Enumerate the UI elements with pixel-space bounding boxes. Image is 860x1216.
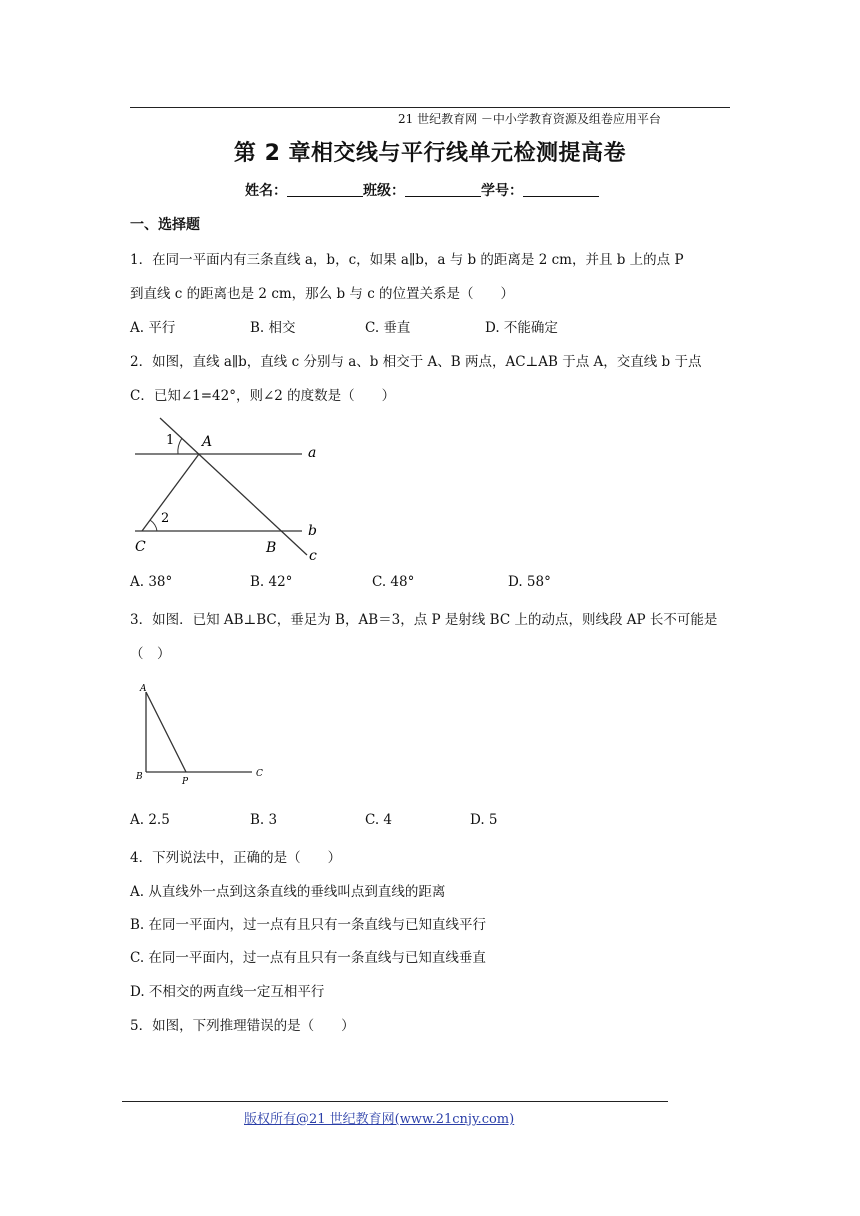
q2-label-b: b [308,523,317,539]
q1-option-b[interactable]: B. 相交 [250,320,296,336]
q4-option-a[interactable]: A. 从直线外一点到这条直线的垂线叫点到直线的距离 [130,884,446,900]
q2-figure [130,410,330,565]
q5-line1: 5．如图，下列推理错误的是（ ） [130,1018,355,1034]
page-title: 第 2 章相交线与平行线单元检测提高卷 [233,141,627,166]
q3-segment-ap [146,692,186,772]
q2-options [0,574,860,594]
q1-options [0,316,860,336]
q1-line1: 1．在同一平面内有三条直线 a，b，c，如果 a∥b，a 与 b 的距离是 2 cm，并且 b 上的点 P [130,252,684,268]
q2-label-C: C [135,539,146,555]
q3-options [0,812,860,832]
q3-label-A: A [140,684,147,694]
q2-line1: 2．如图，直线 a∥b，直线 c 分别与 a、b 相交于 A、B 两点，AC⊥AB 于点 A，交直线 b 于点 [130,354,702,370]
student-info [245,180,599,200]
q4-line1: 4．下列说法中，正确的是（ ） [130,850,342,866]
q1-line2: 到直线 c 的距离也是 2 cm，那么 b 与 c 的位置关系是（ ） [130,286,515,302]
q3-figure [130,680,275,790]
q3-line1: 3．如图．已知 AB⊥BC，垂足为 B，AB＝3，点 P 是射线 BC 上的动点，则线段 AP 长不可能是 [130,612,718,628]
q3-label-B: B [136,772,143,782]
q3-option-c[interactable]: C. 4 [365,812,393,828]
header-rule [130,107,730,108]
q4-option-c[interactable]: C. 在同一平面内，过一点有且只有一条直线与已知直线垂直 [130,950,486,966]
class-label: 班级： [363,183,405,199]
q1-option-d[interactable]: D. 不能确定 [485,320,558,336]
name-blank[interactable] [287,182,363,197]
q2-segment-ac [142,454,199,531]
q2-line2: C．已知∠1=42°，则∠2 的度数是（ ） [130,388,396,404]
q2-angle1-arc [178,438,182,454]
q2-label-B: B [266,540,277,556]
q2-label-2: 2 [161,511,170,526]
q2-label-a: a [308,445,317,461]
q2-option-c[interactable]: C. 48° [372,574,415,590]
q3-option-b[interactable]: B. 3 [250,812,278,828]
q3-line2: （ ） [130,646,171,662]
q2-label-A: A [202,434,213,450]
q2-angle2-arc [150,520,157,531]
q2-option-d[interactable]: D. 58° [508,574,551,590]
q3-option-d[interactable]: D. 5 [470,812,498,828]
footer-rule [122,1101,668,1102]
q4-option-d[interactable]: D. 不相交的两直线一定互相平行 [130,984,325,1000]
q1-option-c[interactable]: C. 垂直 [365,320,411,336]
header-text: 21 世纪教育网 －中小学教育资源及组卷应用平台 [398,112,661,126]
section-title: 一、选择题 [130,217,200,233]
id-label: 学号： [481,183,523,199]
q3-label-P: P [182,777,189,787]
class-blank[interactable] [405,182,481,197]
q2-label-c: c [309,548,317,564]
id-blank[interactable] [523,182,599,197]
footer-link[interactable]: 版权所有@21 世纪教育网(www.21cnjy.com) [244,1112,515,1127]
q2-option-b[interactable]: B. 42° [250,574,293,590]
q4-option-b[interactable]: B. 在同一平面内，过一点有且只有一条直线与已知直线平行 [130,917,487,933]
name-label: 姓名： [245,183,287,199]
q1-option-a[interactable]: A. 平行 [130,320,176,336]
q2-option-a[interactable]: A. 38° [130,574,173,590]
q3-option-a[interactable]: A. 2.5 [130,812,170,828]
q3-label-C: C [256,769,263,779]
q2-label-1: 1 [166,433,175,448]
